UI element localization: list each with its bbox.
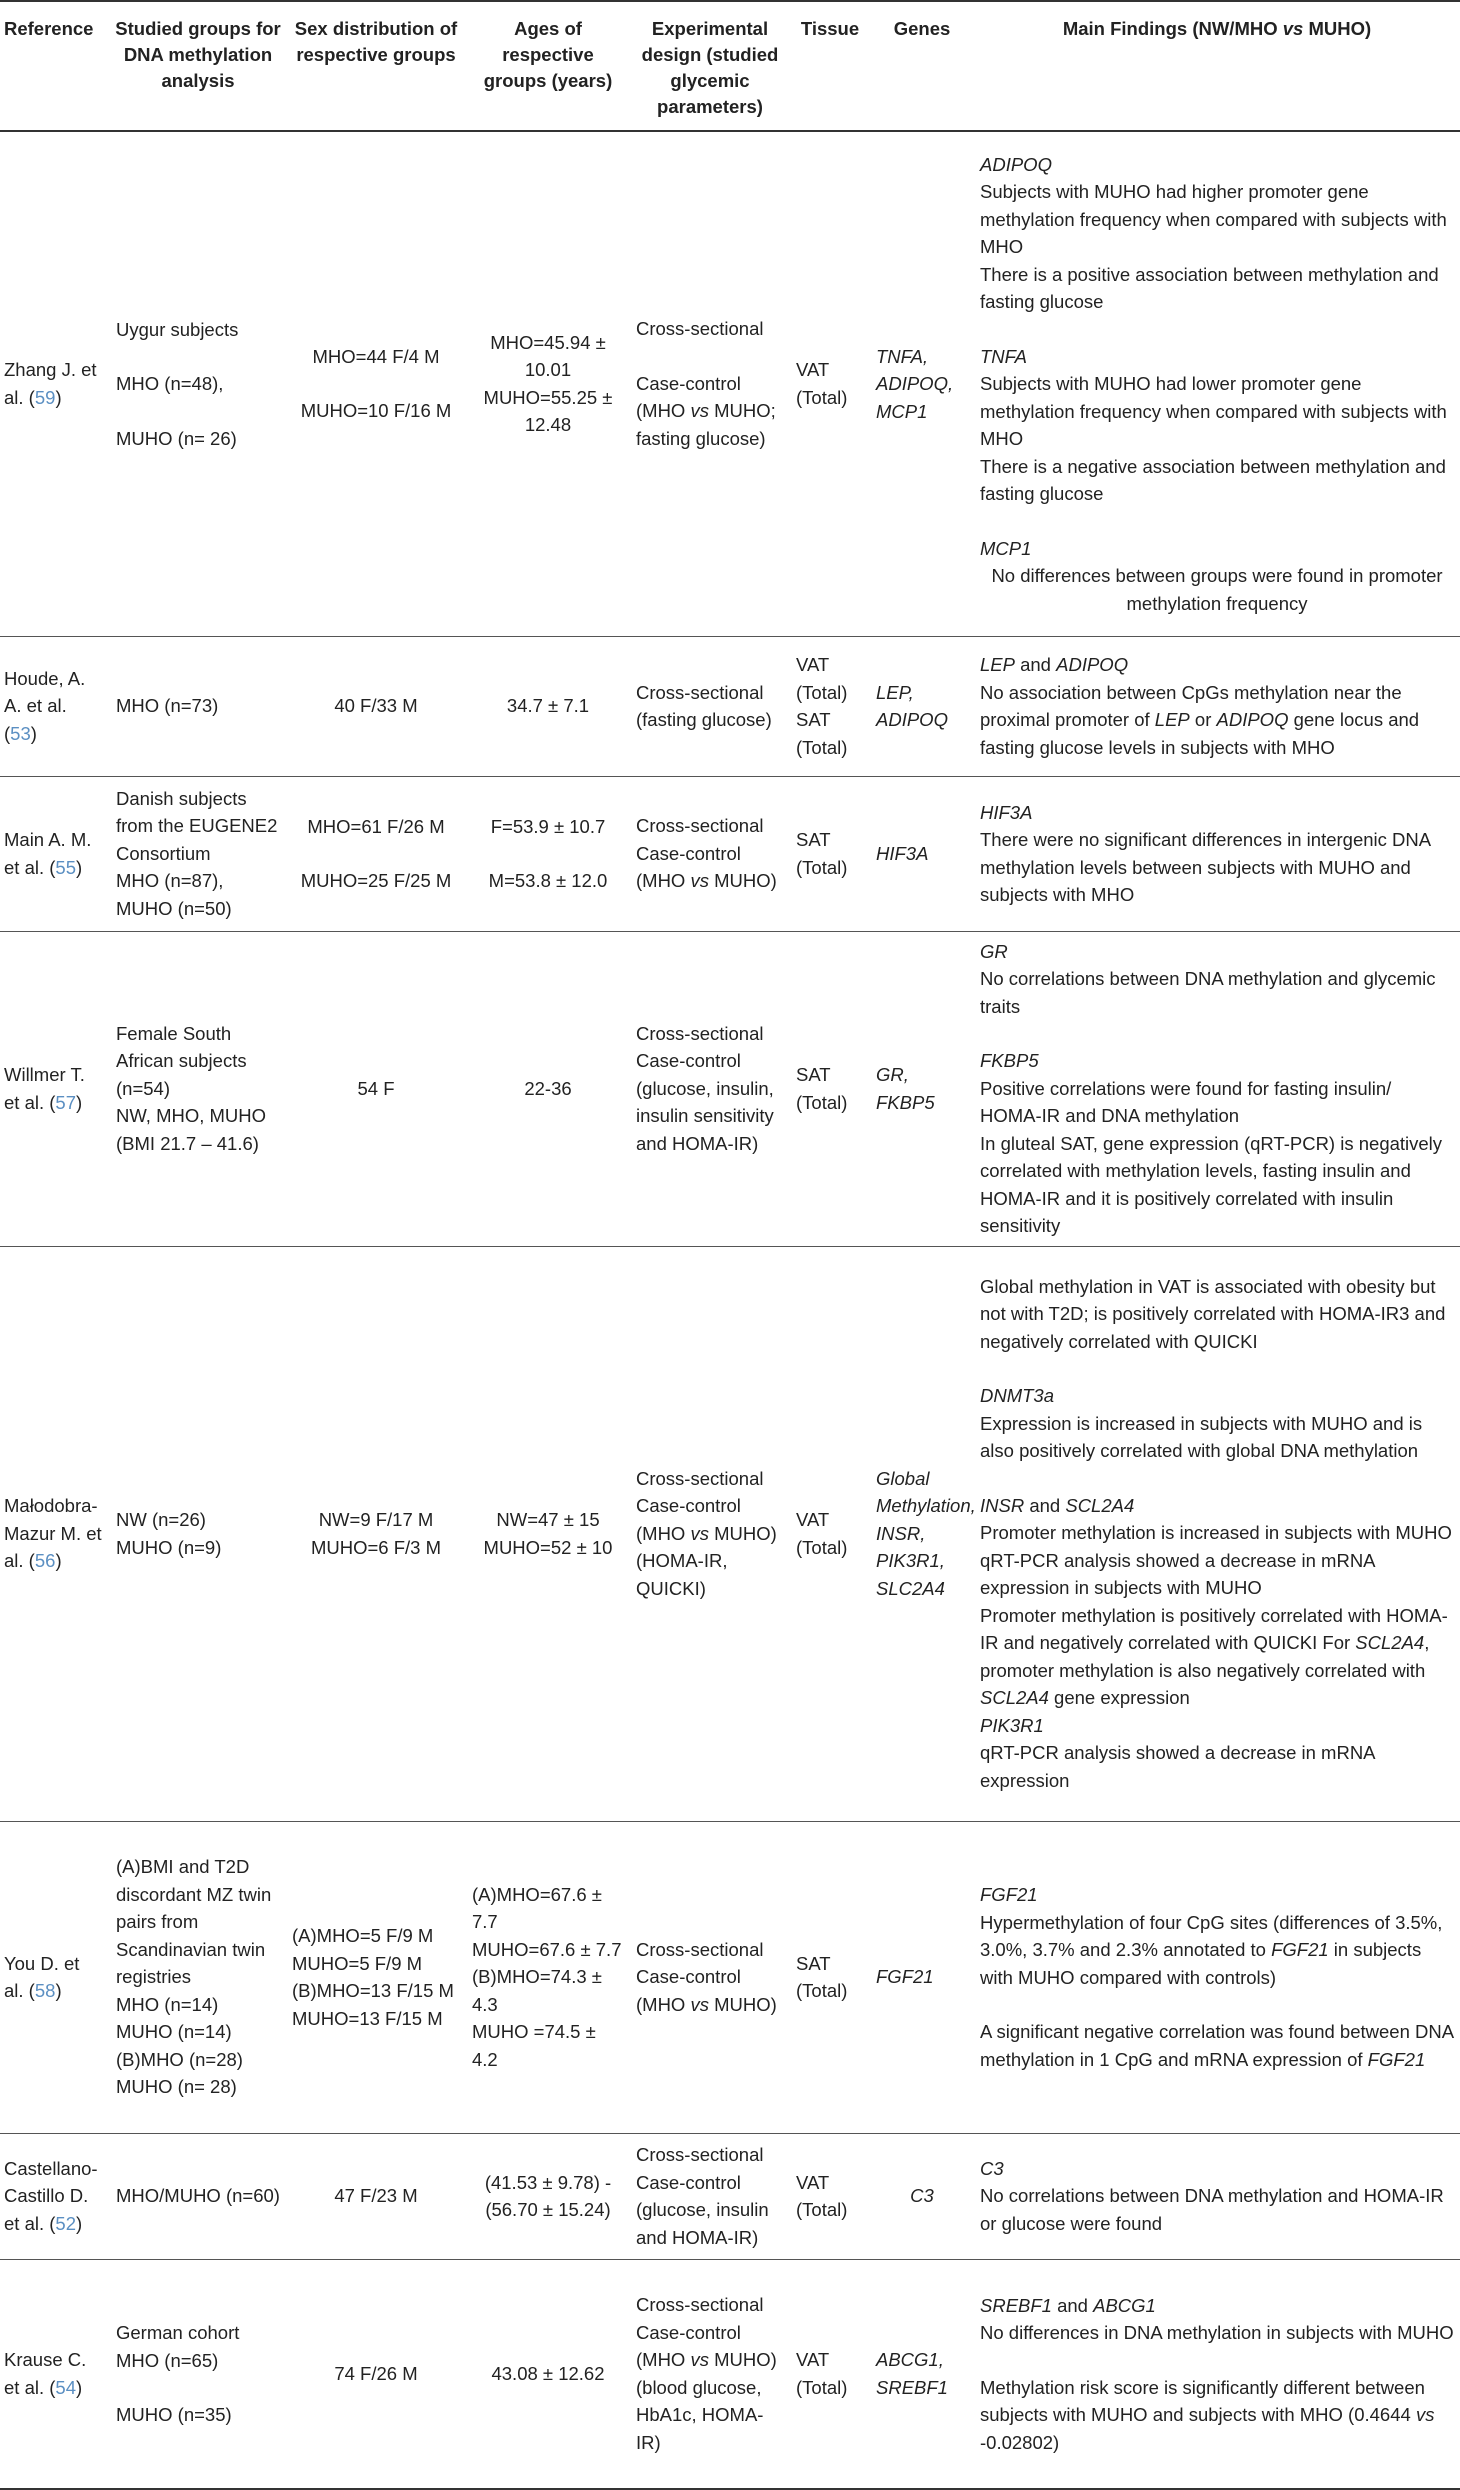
studied-line: MHO (n=14)	[116, 1993, 219, 2015]
finding-text: No correlations between DNA methylation and glycemic traits	[980, 968, 1436, 1017]
gene-heading: ADIPOQ	[1056, 654, 1129, 675]
design-line: Cross-sectional	[636, 318, 764, 340]
header-reference: Reference	[0, 1, 110, 131]
studied-line: (A)BMI and T2D discordant MZ twin pairs from Scandinavian twin registries	[116, 1856, 272, 1988]
genes-cell: ABCG1, SREBF1	[870, 2259, 974, 2489]
genes-cell: LEP, ADIPOQ	[870, 636, 974, 776]
sex-cell	[286, 2259, 466, 2489]
header-genes: Genes	[870, 1, 974, 131]
finding-text: Hypermethylation of four CpG sites (differences of 3.5%, 3.0%, 3.7% and 2.3% annotated to	[980, 1911, 1443, 1960]
design-cell	[630, 931, 790, 1246]
header-ages: Ages of respective groups (years)	[466, 1, 630, 131]
table-row	[0, 636, 1460, 776]
gene-heading: LEP	[980, 654, 1015, 675]
studied-line: (BMI 21.7 – 41.6)	[116, 1132, 259, 1154]
finding-connector: or	[1194, 709, 1212, 730]
ages-cell	[466, 931, 630, 1246]
reference-cell: Krause C. et al. (54)	[0, 2259, 110, 2489]
reference-link[interactable]: 52	[55, 2212, 76, 2234]
studied-line: Female South African subjects (n=54)	[116, 1022, 247, 1099]
reference-link[interactable]: 57	[55, 1091, 76, 1113]
finding-text: qRT-PCR analysis showed a decrease in mRNA expression	[980, 1742, 1375, 1791]
table-row	[0, 2133, 1460, 2259]
gene-mention: SCL2A4	[1355, 1632, 1425, 1654]
header-tissue: Tissue	[790, 1, 870, 131]
reference-cell: You D. et al. (58)	[0, 1821, 110, 2133]
findings-cell	[974, 2133, 1460, 2259]
gene-mention: SCL2A4	[980, 1687, 1049, 1709]
reference-cell: Zhang J. et al. (59)	[0, 131, 110, 636]
gene-heading: PIK3R1	[980, 1714, 1044, 1736]
reference-cell: Houde, A. A. et al. (53)	[0, 636, 110, 776]
tissue-cell: VAT (Total) SAT (Total)	[790, 636, 870, 776]
reference-link[interactable]: 58	[34, 1980, 56, 2001]
studied-line: MUHO (n=35)	[116, 2404, 232, 2425]
findings-cell	[974, 1246, 1460, 1821]
ages-line: 22-36	[524, 1077, 572, 1099]
design-line: Cross-sectional Case-control (MHO vs MUHO)	[636, 815, 777, 892]
design-line: Cross-sectional Case-control (MHO vs MUHO)	[636, 1938, 777, 2015]
finding-text: Promoter methylation is positively correlated with HOMA-IR and negatively correlated with QUICKI For	[980, 1604, 1448, 1654]
finding-text: No association between CpGs methylation near the proximal promoter of	[980, 681, 1402, 730]
design-cell	[630, 2133, 790, 2259]
studied-groups-cell	[110, 776, 286, 931]
sex-cell	[286, 2133, 466, 2259]
finding-text: No differences in DNA methylation in subjects with MUHO	[980, 2322, 1454, 2343]
sex-line: (B)MHO=13 F/15 M	[292, 1980, 454, 2001]
header-studied-groups: Studied groups for DNA methylation analysis	[110, 1, 286, 131]
studied-groups-cell	[110, 131, 286, 636]
vs-text: vs	[690, 1993, 709, 2015]
genes-cell: C3	[870, 2133, 974, 2259]
gene-heading: SREBF1	[980, 2294, 1052, 2316]
finding-text: There is a negative association between methylation and fasting glucose	[980, 455, 1446, 504]
studied-line: MHO (n=48),	[116, 373, 224, 394]
reference-cell: Małodobra-Mazur M. et al. (56)	[0, 1246, 110, 1821]
genes-cell: GR, FKBP5	[870, 931, 974, 1246]
studied-line: MUHO (n= 26)	[116, 427, 237, 449]
finding-text: In gluteal SAT, gene expression (qRT-PCR) is negatively correlated with methylation levels, fasting insulin and HOMA-IR and it is positively correlated with insulin sensitivity	[980, 1132, 1443, 1236]
design-line: Cross-sectional Case-control (glucose, insulin, insulin sensitivity and HOMA-IR)	[636, 1022, 774, 1154]
header-experimental-design: Experimental design (studied glycemic parameters)	[630, 1, 790, 131]
finding-text: No differences between groups were found in promoter methylation frequency	[991, 565, 1443, 614]
gene-heading: FGF21	[980, 1884, 1038, 1905]
studied-line: MHO (n=73)	[116, 695, 219, 717]
finding-text: Expression is increased in subjects with MUHO and is also positively correlated with global DNA methylation	[980, 1412, 1423, 1462]
ages-line: MUHO=55.25 ± 12.48	[483, 386, 613, 436]
header-sex-distribution: Sex distribution of respective groups	[286, 1, 466, 131]
gene-heading: SCL2A4	[1065, 1494, 1135, 1516]
findings-cell	[974, 636, 1460, 776]
gene-heading: HIF3A	[980, 801, 1033, 823]
reference-name: Main A. M. et al.	[4, 829, 92, 878]
reference-name: Castellano-Castillo D. et al.	[4, 2157, 98, 2234]
sex-line: 74 F/26 M	[334, 2363, 418, 2384]
tissue-cell: VAT (Total)	[790, 2133, 870, 2259]
ages-line: M=53.8 ± 12.0	[488, 870, 608, 891]
design-cell	[630, 776, 790, 931]
genes-cell: HIF3A	[870, 776, 974, 931]
studied-line: MHO (n=87), MUHO (n=50)	[116, 870, 232, 919]
finding-text: gene expression	[1054, 1687, 1190, 1709]
tissue-cell: SAT (Total)	[790, 776, 870, 931]
ages-line: MUHO=67.6 ± 7.7	[472, 1938, 622, 1960]
gene-heading: MCP1	[980, 537, 1032, 559]
finding-text: Positive correlations were found for fasting insulin/ HOMA-IR and DNA methylation	[980, 1077, 1392, 1126]
ages-line: (B)MHO=74.3 ± 4.3	[472, 1966, 602, 2015]
finding-text: Global methylation in VAT is associated with obesity but not with T2D; is positively correlated with HOMA-IR3 and negatively correlated with QUICKI	[980, 1275, 1446, 1352]
sex-line: (A)MHO=5 F/9 M	[292, 1925, 434, 1946]
design-cell	[630, 636, 790, 776]
finding-text: Subjects with MUHO had higher promoter gene methylation frequency when compared with subjects with MHO	[980, 181, 1447, 257]
finding-text: gene locus and fasting glucose levels in subjects with MHO	[980, 709, 1420, 758]
vs-text: vs	[690, 400, 709, 422]
finding-text: qRT-PCR analysis showed a decrease in mRNA expression in subjects with MUHO	[980, 1549, 1375, 1599]
finding-connector: and	[1057, 2294, 1088, 2316]
sex-line: MUHO=10 F/16 M	[300, 400, 452, 422]
ages-line: MUHO=52 ± 10	[483, 1536, 613, 1558]
finding-text: Methylation risk score is significantly different between subjects with MUHO and subjects with MHO (0.4644 vs -0.02802)	[980, 2376, 1435, 2453]
genes-cell: FGF21	[870, 1821, 974, 2133]
gene-mention: FGF21	[1271, 1939, 1329, 1960]
studied-groups-cell	[110, 636, 286, 776]
gene-heading: FKBP5	[980, 1050, 1039, 1071]
table-row	[0, 1246, 1460, 1821]
gene-heading: TNFA	[980, 345, 1027, 367]
ages-line: MHO=45.94 ± 10.01	[490, 331, 606, 381]
studied-groups-cell	[110, 1246, 286, 1821]
sex-line: 40 F/33 M	[334, 695, 418, 717]
ages-cell	[466, 131, 630, 636]
sex-line: MUHO=25 F/25 M	[300, 870, 452, 891]
genes-cell: Global Methylation, INSR, PIK3R1, SLC2A4	[870, 1246, 974, 1821]
vs-text: vs	[690, 2349, 709, 2371]
studied-groups-cell	[110, 1821, 286, 2133]
finding-connector: and	[1029, 1494, 1061, 1516]
ages-cell	[466, 1246, 630, 1821]
vs-text: vs	[690, 870, 709, 892]
studied-line: MUHO (n=9)	[116, 1536, 222, 1558]
design-line: Cross-sectional (fasting glucose)	[636, 681, 772, 730]
tissue-cell: VAT (Total)	[790, 2259, 870, 2489]
findings-cell	[974, 2259, 1460, 2489]
reference-name: Krause C. et al.	[4, 2349, 87, 2398]
ages-cell	[466, 636, 630, 776]
finding-text: in subjects with MUHO compared with controls)	[980, 1939, 1422, 1988]
studied-line: MUHO (n=14)	[116, 2021, 232, 2043]
reference-name: Zhang J. et al.	[4, 359, 97, 408]
studied-line: MHO/MUHO (n=60)	[116, 2185, 280, 2207]
finding-text: There is a positive association between methylation and fasting glucose	[980, 263, 1439, 312]
table-header	[0, 1, 1460, 131]
studied-line: Uygur subjects	[116, 318, 239, 340]
reference-link[interactable]: 55	[55, 856, 76, 878]
vs-text: vs	[690, 1522, 709, 1544]
reference-link[interactable]: 54	[55, 2376, 76, 2398]
gene-heading: ADIPOQ	[980, 153, 1052, 175]
table-row	[0, 931, 1460, 1246]
design-line: Case-control (MHO vs MUHO; fasting glucose)	[636, 372, 776, 449]
sex-line: 47 F/23 M	[334, 2185, 418, 2207]
design-cell	[630, 2259, 790, 2489]
finding-connector: and	[1020, 654, 1051, 675]
reference-name: Houde, A. A. et al.	[4, 667, 86, 717]
vs-text: vs	[1282, 18, 1304, 39]
ages-cell	[466, 1821, 630, 2133]
table-row	[0, 2259, 1460, 2489]
ages-cell	[466, 2259, 630, 2489]
gene-heading: INSR	[980, 1494, 1025, 1516]
gene-mention: FGF21	[1367, 2048, 1426, 2070]
sex-line: MHO=61 F/26 M	[307, 815, 445, 837]
finding-text: Promoter methylation is increased in subjects with MUHO	[980, 1522, 1452, 1544]
ages-line: NW=47 ± 15	[496, 1509, 600, 1530]
gene-heading: GR	[980, 940, 1008, 962]
design-line: Cross-sectional Case-control (glucose, insulin and HOMA-IR)	[636, 2144, 769, 2248]
studied-line: (B)MHO (n=28)	[116, 2048, 243, 2070]
studied-groups-cell	[110, 2259, 286, 2489]
tissue-cell: SAT (Total)	[790, 1821, 870, 2133]
studied-line: MUHO (n= 28)	[116, 2076, 237, 2098]
sex-cell	[286, 776, 466, 931]
studied-groups-cell	[110, 2133, 286, 2259]
findings-cell	[974, 1821, 1460, 2133]
gene-mention: ADIPOQ	[1216, 709, 1289, 730]
ages-line: (41.53 ± 9.78) - (56.70 ± 15.24)	[484, 2171, 612, 2220]
reference-cell: Willmer T. et al. (57)	[0, 931, 110, 1246]
ages-line: F=53.9 ± 10.7	[490, 815, 606, 837]
design-line: Cross-sectional Case-control (MHO vs MUHO) (blood glucose, HbA1c, HOMA-IR)	[636, 2294, 777, 2453]
sex-line: MHO=44 F/4 M	[312, 345, 440, 367]
sex-line: NW=9 F/17 M	[318, 1509, 434, 1530]
ages-cell	[466, 776, 630, 931]
sex-cell	[286, 131, 466, 636]
reference-link[interactable]: 53	[10, 722, 31, 744]
finding-text: A significant negative correlation was found between DNA methylation in 1 CpG and mRNA expression of	[980, 2021, 1454, 2070]
gene-heading: ABCG1	[1093, 2294, 1156, 2316]
finding-text: , promoter methylation is also negatively correlated with	[980, 1632, 1430, 1681]
sex-line: MUHO=6 F/3 M	[310, 1536, 442, 1558]
table-row	[0, 1821, 1460, 2133]
table-row	[0, 776, 1460, 931]
design-line: Cross-sectional Case-control (MHO vs MUHO) (HOMA-IR, QUICKI)	[636, 1467, 777, 1599]
studied-line: German cohort MHO (n=65)	[116, 2322, 240, 2371]
reference-name: Małodobra-Mazur M. et al.	[4, 1495, 102, 1572]
sex-line: 54 F	[357, 1077, 395, 1099]
studied-groups-cell	[110, 931, 286, 1246]
reference-name: You D. et al.	[4, 1952, 80, 2001]
sex-cell	[286, 931, 466, 1246]
sex-line: MUHO=13 F/15 M	[292, 2007, 443, 2029]
findings-cell	[974, 776, 1460, 931]
sex-cell	[286, 636, 466, 776]
design-cell	[630, 1821, 790, 2133]
sex-line: MUHO=5 F/9 M	[292, 1952, 423, 1974]
design-cell	[630, 1246, 790, 1821]
finding-text: There were no significant differences in intergenic DNA methylation levels between subjects with MUHO and subjects with MHO	[980, 829, 1431, 905]
studied-line: NW, MHO, MUHO	[116, 1105, 267, 1127]
tissue-cell: SAT (Total)	[790, 931, 870, 1246]
findings-cell	[974, 131, 1460, 636]
reference-link[interactable]: 59	[34, 386, 56, 408]
genes-cell: TNFA, ADIPOQ, MCP1	[870, 131, 974, 636]
ages-cell	[466, 2133, 630, 2259]
header-main-findings: Main Findings (NW/MHO vs MUHO)	[974, 1, 1460, 131]
gene-mention: LEP	[1154, 709, 1190, 730]
ages-line: (A)MHO=67.6 ± 7.7	[472, 1883, 602, 1933]
studied-line: NW (n=26)	[116, 1509, 206, 1530]
sex-cell	[286, 1246, 466, 1821]
ages-line: 34.7 ± 7.1	[506, 695, 590, 717]
ages-line: MUHO =74.5 ± 4.2	[472, 2021, 596, 2070]
gene-heading: C3	[980, 2157, 1004, 2179]
gene-heading: DNMT3a	[980, 1385, 1055, 1407]
reference-link[interactable]: 56	[34, 1550, 56, 1572]
findings-cell	[974, 931, 1460, 1246]
tissue-cell: VAT (Total)	[790, 131, 870, 636]
tissue-cell: VAT (Total)	[790, 1246, 870, 1821]
design-cell	[630, 131, 790, 636]
finding-text: No correlations between DNA methylation and HOMA-IR or glucose were found	[980, 2185, 1444, 2234]
table-row	[0, 131, 1460, 636]
vs-text: vs	[1415, 2404, 1435, 2425]
studied-line: Danish subjects from the EUGENE2 Consortium	[116, 787, 278, 864]
reference-name: Willmer T. et al.	[4, 1064, 85, 1113]
sex-cell	[286, 1821, 466, 2133]
ages-line: 43.08 ± 12.62	[491, 2363, 605, 2384]
finding-text: Subjects with MUHO had lower promoter gene methylation frequency when compared with subjects with MHO	[980, 373, 1447, 449]
reference-cell: Castellano-Castillo D. et al. (52)	[0, 2133, 110, 2259]
reference-cell: Main A. M. et al. (55)	[0, 776, 110, 931]
